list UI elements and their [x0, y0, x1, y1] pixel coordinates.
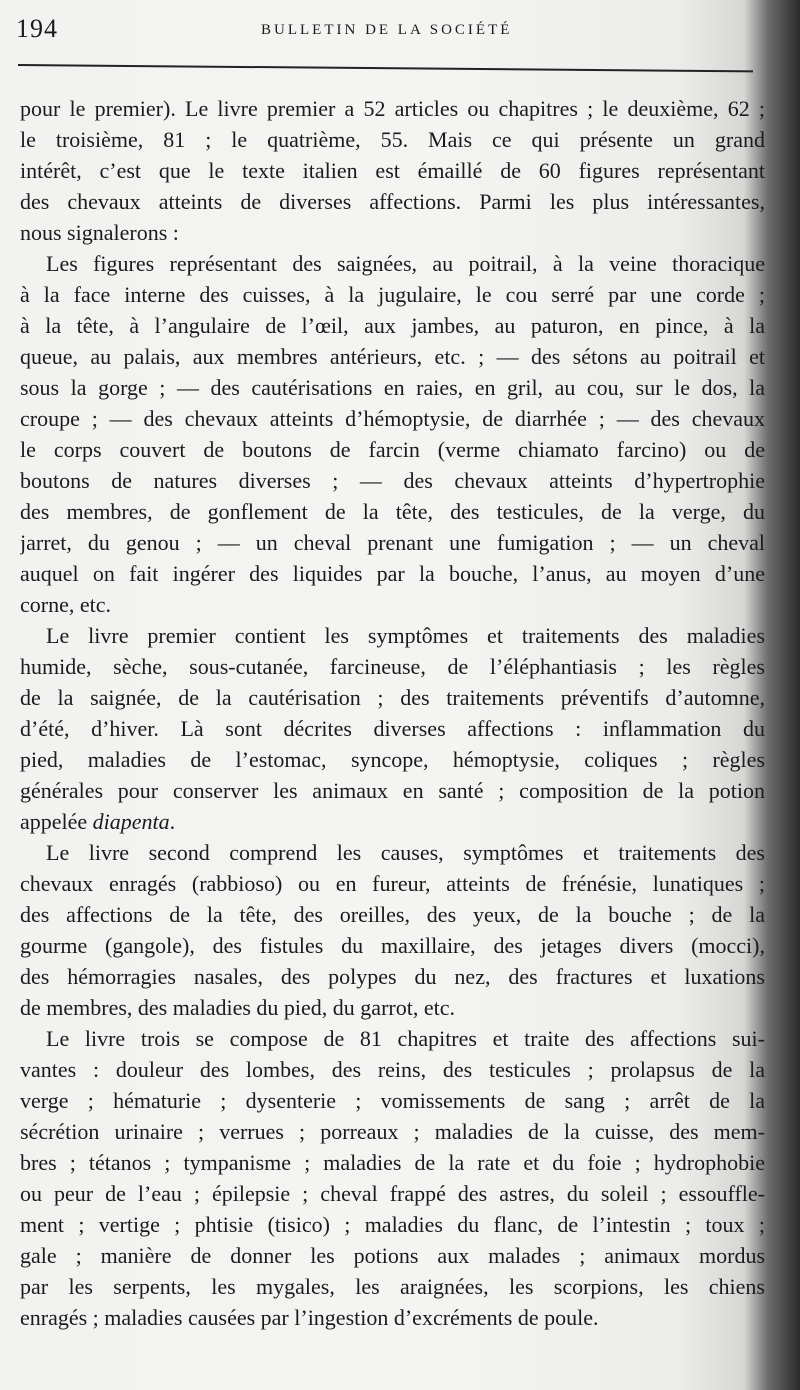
running-title: BULLETIN DE LA SOCIÉTÉ — [261, 22, 513, 38]
text-fragment: . — [169, 809, 176, 834]
text-line: bres ; tétanos ; tympanisme ; maladies de la rate et du foie ; hydrophobie — [20, 1150, 765, 1175]
text-line: ment ; vertige ; phtisie (tisico) ; maladies du flanc, de l’intestin ; toux ; — [20, 1212, 765, 1237]
header-rule — [18, 64, 753, 72]
text-line: de membres, des maladies du pied, du garrot, etc. — [20, 995, 455, 1020]
text-line: chevaux enragés (rabbioso) ou en fureur, atteints de frénésie, lunatiques ; — [20, 871, 765, 896]
paragraph-1 — [20, 93, 765, 248]
italic-term: diapenta — [92, 809, 170, 834]
text-line: intérêt, c’est que le texte italien est émaillé de 60 figures représentant — [20, 158, 765, 183]
text-line: gale ; manière de donner les potions aux malades ; animaux mordus — [20, 1243, 765, 1268]
text-line: d’été, d’hiver. Là sont décrites diverses affections : inflammation du — [20, 716, 765, 741]
text-line: gourme (gangole), des fistules du maxillaire, des jetages divers (mocci), — [20, 933, 765, 958]
text-line: des chevaux atteints de diverses affections. Parmi les plus intéressantes, — [20, 189, 765, 214]
text-line: boutons de natures diverses ; — des chevaux atteints d’hypertrophie — [20, 468, 765, 493]
text-line: pied, maladies de l’estomac, syncope, hémoptysie, coliques ; règles — [20, 747, 765, 772]
text-line: enragés ; maladies causées par l’ingestion d’excréments de poule. — [20, 1305, 599, 1330]
text-line: corne, etc. — [20, 592, 111, 617]
text-line: auquel on fait ingérer des liquides par la bouche, l’anus, au moyen d’une — [20, 561, 765, 586]
body-text — [20, 93, 765, 1333]
text-line: Le livre trois se compose de 81 chapitres et traite des affections sui- — [46, 1026, 765, 1051]
text-line: vantes : douleur des lombes, des reins, des testicules ; prolapsus de la — [20, 1057, 765, 1082]
text-line: sous la gorge ; — des cautérisations en raies, en gril, au cou, sur le dos, la — [20, 375, 765, 400]
text-line: Les figures représentant des saignées, au poitrail, à la veine thoracique — [46, 251, 765, 276]
page-header — [16, 14, 756, 54]
text-line: le troisième, 81 ; le quatrième, 55. Mais ce qui présente un grand — [20, 127, 765, 152]
text-fragment: appelée — [20, 809, 93, 834]
paragraph-2 — [20, 248, 765, 620]
text-line: de la saignée, de la cautérisation ; des traitements préventifs d’automne, — [20, 685, 765, 710]
text-line: le corps couvert de boutons de farcin (verme chiamato farcino) ou de — [20, 437, 765, 462]
text-line: des hémorragies nasales, des polypes du nez, des fractures et luxations — [20, 964, 765, 989]
text-line: verge ; hématurie ; dysenterie ; vomissements de sang ; arrêt de la — [20, 1088, 765, 1113]
text-line: Le livre second comprend les causes, symptômes et traitements des — [46, 840, 765, 865]
text-line: humide, sèche, sous-cutanée, farcineuse, de l’éléphantiasis ; les règles — [20, 654, 765, 679]
text-line: croupe ; — des chevaux atteints d’hémoptysie, de diarrhée ; — des chevaux — [20, 406, 765, 431]
text-line: jarret, du genou ; — un cheval prenant une fumigation ; — un cheval — [20, 530, 765, 555]
text-line: par les serpents, les mygales, les araignées, les scorpions, les chiens — [20, 1274, 765, 1299]
paragraph-3 — [20, 620, 765, 837]
text-line: générales pour conserver les animaux en santé ; composition de la potion — [20, 778, 765, 803]
text-line — [20, 806, 765, 837]
text-line: pour le premier). Le livre premier a 52 articles ou chapitres ; le deuxième, 62 ; — [20, 96, 765, 121]
text-line: des affections de la tête, des oreilles, des yeux, de la bouche ; de la — [20, 902, 765, 927]
text-line: nous signalerons : — [20, 220, 179, 245]
paragraph-5 — [20, 1023, 765, 1333]
paragraph-4 — [20, 837, 765, 1023]
page-number: 194 — [16, 14, 58, 43]
text-line: queue, au palais, aux membres antérieurs, etc. ; — des sétons au poitrail et — [20, 344, 765, 369]
text-line: à la face interne des cuisses, à la jugulaire, le cou serré par une corde ; — [20, 282, 765, 307]
text-line: à la tête, à l’angulaire de l’œil, aux jambes, au paturon, en pince, à la — [20, 313, 765, 338]
text-line: sécrétion urinaire ; verrues ; porreaux ; maladies de la cuisse, des mem- — [20, 1119, 765, 1144]
text-line: Le livre premier contient les symptômes et traitements des maladies — [46, 623, 765, 648]
text-line: ou peur de l’eau ; épilepsie ; cheval frappé des astres, du soleil ; essouffle- — [20, 1181, 765, 1206]
text-line: des membres, de gonflement de la tête, des testicules, de la verge, du — [20, 499, 765, 524]
